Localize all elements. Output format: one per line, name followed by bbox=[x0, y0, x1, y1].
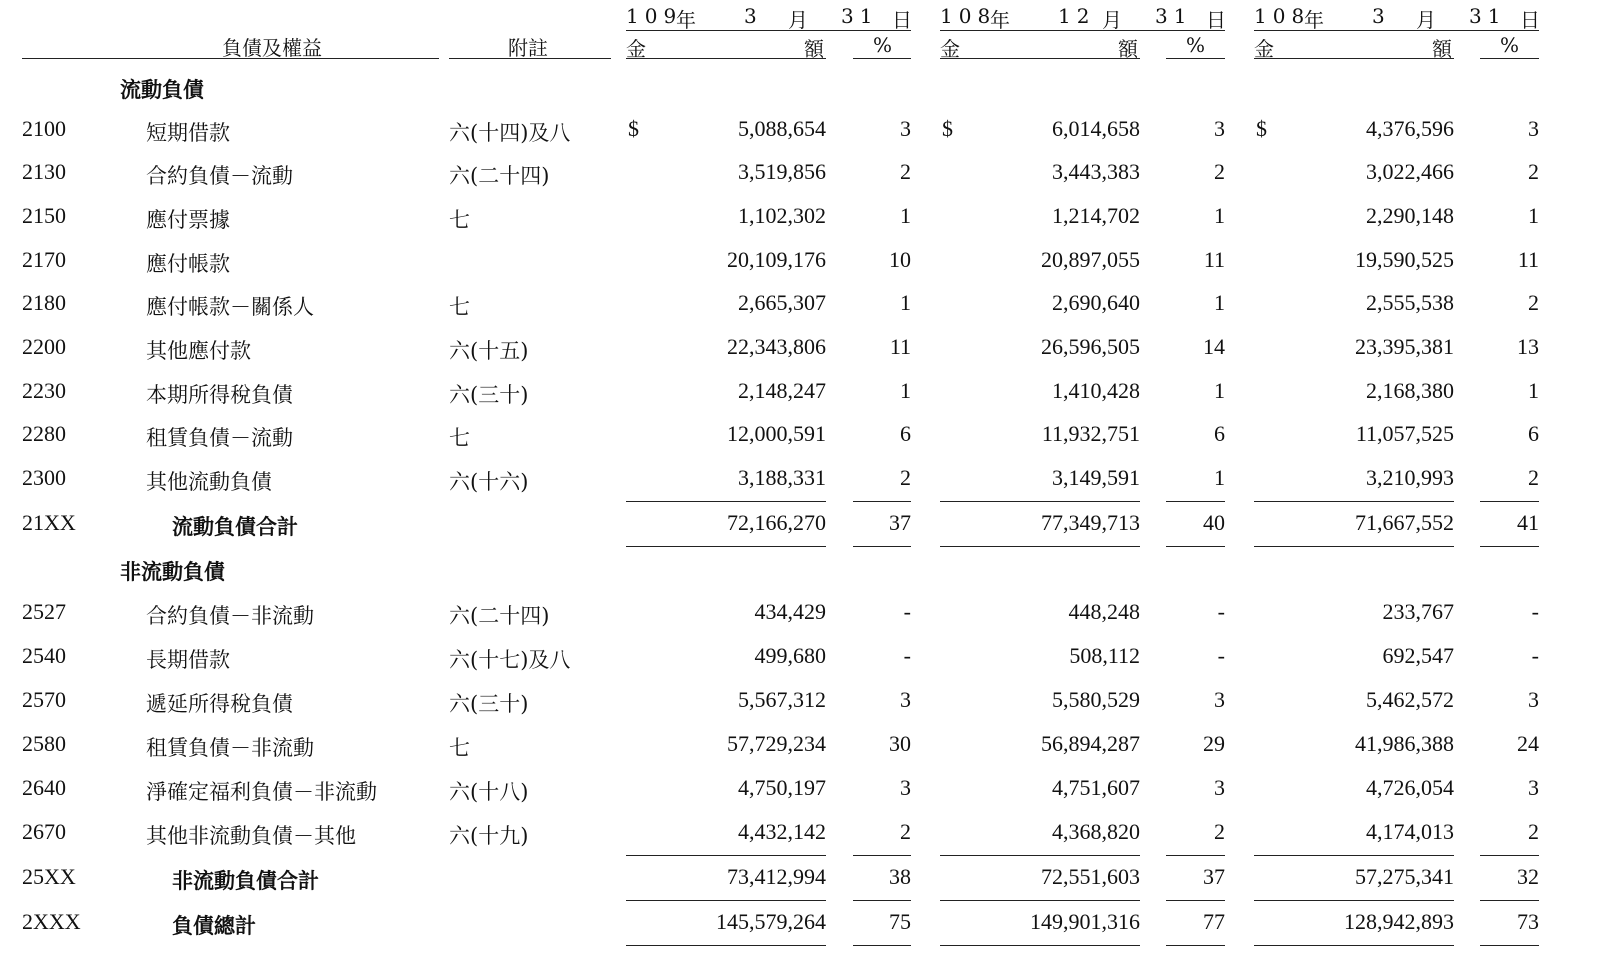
percent-value: 24 bbox=[1517, 731, 1539, 756]
amount-value: 2,148,247 bbox=[738, 378, 826, 403]
account-name: 其他應付款 bbox=[146, 339, 251, 363]
amount-value: 57,729,234 bbox=[727, 731, 826, 756]
subtotal-rule bbox=[853, 900, 911, 901]
subtotal-rule bbox=[1480, 855, 1539, 856]
percent-value: 30 bbox=[889, 731, 911, 756]
period-rule bbox=[940, 30, 1225, 31]
amount-value: 2,665,307 bbox=[738, 290, 826, 315]
amount-value: 3,443,383 bbox=[1052, 159, 1140, 184]
percent-value: 1 bbox=[1528, 378, 1539, 403]
percent-value: 1 bbox=[900, 378, 911, 403]
account-code: 2180 bbox=[22, 290, 66, 315]
subtotal-rule bbox=[940, 546, 1140, 547]
percent-value: 2 bbox=[900, 819, 911, 844]
percent-value: 38 bbox=[889, 864, 911, 889]
note-reference: 六(十七)及八 bbox=[449, 648, 571, 672]
percent-value: 2 bbox=[1528, 819, 1539, 844]
period-part: 月 bbox=[788, 8, 808, 32]
percent-value: 14 bbox=[1203, 334, 1225, 359]
amount-value: 11,932,751 bbox=[1041, 421, 1140, 446]
subtotal-rule bbox=[853, 501, 911, 502]
percent-value: 6 bbox=[900, 421, 911, 446]
amount-value: 72,166,270 bbox=[727, 510, 826, 535]
amount-value: 448,248 bbox=[1068, 599, 1140, 624]
subtotal-rule bbox=[1254, 501, 1454, 502]
subtotal-rule bbox=[626, 900, 826, 901]
amount-header-right: 額 bbox=[804, 37, 824, 61]
account-code: 2230 bbox=[22, 378, 66, 403]
account-code: 2200 bbox=[22, 334, 66, 359]
account-code: 2300 bbox=[22, 465, 66, 490]
account-name: 其他流動負債 bbox=[146, 470, 272, 494]
amount-value: 56,894,287 bbox=[1041, 731, 1140, 756]
percent-value: 3 bbox=[1528, 687, 1539, 712]
amount-value: 1,410,428 bbox=[1052, 378, 1140, 403]
account-name: 應付票據 bbox=[146, 208, 230, 232]
subtotal-rule bbox=[1254, 945, 1454, 946]
dollar-sign: $ bbox=[628, 116, 639, 141]
amount-header-left: 金 bbox=[626, 37, 646, 61]
subtotal-rule bbox=[940, 501, 1140, 502]
account-code: 2640 bbox=[22, 775, 66, 800]
amount-value: 434,429 bbox=[754, 599, 826, 624]
account-code: 2130 bbox=[22, 159, 66, 184]
amount-rule bbox=[1254, 58, 1454, 59]
subtotal-rule bbox=[853, 855, 911, 856]
percent-value: 1 bbox=[1214, 465, 1225, 490]
subtotal-rule bbox=[1166, 855, 1225, 856]
percent-value: 2 bbox=[1214, 819, 1225, 844]
period-part: 108 bbox=[940, 4, 997, 28]
subtotal-rule bbox=[940, 900, 1140, 901]
subtotal-rule bbox=[626, 546, 826, 547]
amount-value: 499,680 bbox=[754, 643, 826, 668]
percent-value: 2 bbox=[1528, 159, 1539, 184]
period-part: 12 bbox=[1058, 4, 1096, 28]
percent-value: - bbox=[1217, 599, 1225, 624]
amount-value: 41,986,388 bbox=[1355, 731, 1454, 756]
amount-value: 23,395,381 bbox=[1355, 334, 1454, 359]
account-code: 2170 bbox=[22, 247, 66, 272]
amount-value: 2,290,148 bbox=[1366, 203, 1454, 228]
percent-value: 1 bbox=[1214, 378, 1225, 403]
header-title: 負債及權益 bbox=[222, 36, 322, 60]
percent-value: - bbox=[1531, 643, 1539, 668]
percent-header: % bbox=[1186, 33, 1206, 57]
amount-value: 233,767 bbox=[1382, 599, 1454, 624]
note-reference: 六(三十) bbox=[449, 692, 529, 716]
account-name: 租賃負債－非流動 bbox=[146, 736, 314, 760]
amount-value: 11,057,525 bbox=[1355, 421, 1454, 446]
note-reference: 六(十四)及八 bbox=[449, 121, 571, 145]
amount-value: 2,690,640 bbox=[1052, 290, 1140, 315]
subtotal-rule bbox=[1166, 945, 1225, 946]
amount-header-right: 額 bbox=[1432, 37, 1452, 61]
note-reference: 六(十八) bbox=[449, 780, 529, 804]
period-rule bbox=[1254, 30, 1539, 31]
percent-value: 2 bbox=[900, 159, 911, 184]
percent-value: 75 bbox=[889, 909, 911, 934]
account-name: 應付帳款－關係人 bbox=[146, 295, 314, 319]
amount-value: 22,343,806 bbox=[727, 334, 826, 359]
account-name: 本期所得稅負債 bbox=[146, 383, 293, 407]
amount-value: 5,088,654 bbox=[738, 116, 826, 141]
subtotal-rule bbox=[1254, 855, 1454, 856]
percent-rule bbox=[1166, 58, 1225, 59]
account-code: 2570 bbox=[22, 687, 66, 712]
percent-value: 6 bbox=[1214, 421, 1225, 446]
amount-header-left: 金 bbox=[1254, 37, 1274, 61]
period-part: 日 bbox=[1520, 8, 1540, 32]
percent-header: % bbox=[1500, 33, 1520, 57]
percent-value: 3 bbox=[1214, 687, 1225, 712]
percent-value: 2 bbox=[1214, 159, 1225, 184]
period-header-0 bbox=[626, 4, 911, 30]
subtotal-rule bbox=[1254, 546, 1454, 547]
account-code: 2280 bbox=[22, 421, 66, 446]
account-code: 2XXX bbox=[22, 909, 81, 934]
period-part: 109 bbox=[626, 4, 683, 28]
period-part: 月 bbox=[1416, 8, 1436, 32]
amount-value: 5,462,572 bbox=[1366, 687, 1454, 712]
period-part: 日 bbox=[892, 8, 912, 32]
percent-value: 2 bbox=[1528, 290, 1539, 315]
account-code: 2540 bbox=[22, 643, 66, 668]
amount-value: 77,349,713 bbox=[1041, 510, 1140, 535]
subtotal-rule bbox=[1166, 501, 1225, 502]
amount-value: 508,112 bbox=[1069, 643, 1140, 668]
amount-value: 145,579,264 bbox=[716, 909, 826, 934]
subtotal-rule bbox=[1480, 546, 1539, 547]
percent-value: 3 bbox=[900, 116, 911, 141]
header-title-rule bbox=[22, 58, 439, 59]
percent-value: 2 bbox=[1528, 465, 1539, 490]
note-reference: 七 bbox=[449, 426, 470, 450]
amount-value: 6,014,658 bbox=[1052, 116, 1140, 141]
percent-value: - bbox=[903, 643, 911, 668]
percent-value: 77 bbox=[1203, 909, 1225, 934]
dollar-sign: $ bbox=[1256, 116, 1267, 141]
percent-value: 1 bbox=[1214, 290, 1225, 315]
subtotal-rule bbox=[853, 546, 911, 547]
percent-value: 3 bbox=[900, 687, 911, 712]
percent-value: 13 bbox=[1517, 334, 1539, 359]
percent-value: 3 bbox=[1528, 775, 1539, 800]
section-heading: 流動負債 bbox=[120, 77, 204, 102]
subtotal-rule bbox=[626, 855, 826, 856]
period-part: 108 bbox=[1254, 4, 1311, 28]
subtotal-rule bbox=[1254, 900, 1454, 901]
amount-value: 4,432,142 bbox=[738, 819, 826, 844]
period-part: 月 bbox=[1102, 8, 1122, 32]
section-heading: 非流動負債 bbox=[120, 559, 225, 584]
percent-value: 6 bbox=[1528, 421, 1539, 446]
amount-value: 3,149,591 bbox=[1052, 465, 1140, 490]
amount-value: 26,596,505 bbox=[1041, 334, 1140, 359]
subtotal-rule bbox=[940, 945, 1140, 946]
note-reference: 六(十五) bbox=[449, 339, 529, 363]
percent-value: 40 bbox=[1203, 510, 1225, 535]
period-rule bbox=[626, 30, 911, 31]
amount-value: 1,102,302 bbox=[738, 203, 826, 228]
amount-value: 3,210,993 bbox=[1366, 465, 1454, 490]
percent-value: - bbox=[1217, 643, 1225, 668]
percent-value: 1 bbox=[900, 203, 911, 228]
subtotal-rule bbox=[1480, 900, 1539, 901]
note-reference: 七 bbox=[449, 736, 470, 760]
amount-value: 19,590,525 bbox=[1355, 247, 1454, 272]
period-part: 3 bbox=[1372, 4, 1391, 28]
period-part: 31 bbox=[1155, 4, 1193, 28]
period-part: 日 bbox=[1206, 8, 1226, 32]
account-name: 遞延所得稅負債 bbox=[146, 692, 293, 716]
period-header-2 bbox=[1254, 4, 1539, 30]
amount-value: 3,022,466 bbox=[1366, 159, 1454, 184]
account-code: 21XX bbox=[22, 510, 76, 535]
amount-value: 128,942,893 bbox=[1344, 909, 1454, 934]
period-header-1 bbox=[940, 4, 1225, 30]
total-label: 負債總計 bbox=[172, 913, 256, 938]
dollar-sign: $ bbox=[942, 116, 953, 141]
amount-value: 4,751,607 bbox=[1052, 775, 1140, 800]
amount-value: 71,667,552 bbox=[1355, 510, 1454, 535]
amount-value: 4,368,820 bbox=[1052, 819, 1140, 844]
percent-value: 41 bbox=[1517, 510, 1539, 535]
subtotal-rule bbox=[626, 501, 826, 502]
note-reference: 六(十九) bbox=[449, 824, 529, 848]
percent-value: - bbox=[903, 599, 911, 624]
percent-value: 29 bbox=[1203, 731, 1225, 756]
amount-header-left: 金 bbox=[940, 37, 960, 61]
account-code: 2527 bbox=[22, 599, 66, 624]
amount-value: 5,580,529 bbox=[1052, 687, 1140, 712]
account-code: 2670 bbox=[22, 819, 66, 844]
account-name: 短期借款 bbox=[146, 121, 230, 145]
percent-rule bbox=[1480, 58, 1539, 59]
note-reference: 七 bbox=[449, 295, 470, 319]
amount-value: 72,551,603 bbox=[1041, 864, 1140, 889]
percent-value: 3 bbox=[900, 775, 911, 800]
header-note-rule bbox=[449, 58, 611, 59]
period-part: 3 bbox=[744, 4, 763, 28]
amount-value: 3,188,331 bbox=[738, 465, 826, 490]
percent-value: 1 bbox=[1528, 203, 1539, 228]
amount-value: 4,750,197 bbox=[738, 775, 826, 800]
amount-value: 12,000,591 bbox=[727, 421, 826, 446]
account-name: 合約負債－非流動 bbox=[146, 604, 314, 628]
percent-value: 32 bbox=[1517, 864, 1539, 889]
percent-value: 11 bbox=[889, 334, 911, 359]
subtotal-rule bbox=[1480, 945, 1539, 946]
period-part: 年 bbox=[1304, 8, 1324, 32]
account-code: 2580 bbox=[22, 731, 66, 756]
subtotal-rule bbox=[853, 945, 911, 946]
amount-value: 5,567,312 bbox=[738, 687, 826, 712]
percent-value: 3 bbox=[1528, 116, 1539, 141]
subtotal-rule bbox=[1480, 501, 1539, 502]
account-name: 其他非流動負債－其他 bbox=[146, 824, 356, 848]
amount-value: 57,275,341 bbox=[1355, 864, 1454, 889]
total-label: 非流動負債合計 bbox=[172, 868, 319, 893]
amount-value: 4,726,054 bbox=[1366, 775, 1454, 800]
amount-value: 73,412,994 bbox=[727, 864, 826, 889]
amount-value: 4,376,596 bbox=[1366, 116, 1454, 141]
account-name: 應付帳款 bbox=[146, 252, 230, 276]
period-part: 31 bbox=[841, 4, 879, 28]
period-part: 31 bbox=[1469, 4, 1507, 28]
account-name: 合約負債－流動 bbox=[146, 164, 293, 188]
amount-header-right: 額 bbox=[1118, 37, 1138, 61]
amount-value: 692,547 bbox=[1382, 643, 1454, 668]
amount-rule bbox=[626, 58, 826, 59]
account-code: 2150 bbox=[22, 203, 66, 228]
subtotal-rule bbox=[940, 855, 1140, 856]
percent-value: 73 bbox=[1517, 909, 1539, 934]
header-note: 附註 bbox=[508, 36, 548, 60]
account-name: 租賃負債－流動 bbox=[146, 426, 293, 450]
subtotal-rule bbox=[626, 945, 826, 946]
percent-value: 10 bbox=[889, 247, 911, 272]
note-reference: 六(二十四) bbox=[449, 164, 550, 188]
note-reference: 六(十六) bbox=[449, 470, 529, 494]
amount-value: 149,901,316 bbox=[1030, 909, 1140, 934]
account-name: 淨確定福利負債－非流動 bbox=[146, 780, 377, 804]
amount-rule bbox=[940, 58, 1140, 59]
note-reference: 六(二十四) bbox=[449, 604, 550, 628]
percent-value: 3 bbox=[1214, 775, 1225, 800]
period-part: 年 bbox=[990, 8, 1010, 32]
note-reference: 六(三十) bbox=[449, 383, 529, 407]
percent-value: 1 bbox=[1214, 203, 1225, 228]
subtotal-rule bbox=[1166, 546, 1225, 547]
note-reference: 七 bbox=[449, 208, 470, 232]
account-name: 長期借款 bbox=[146, 648, 230, 672]
subtotal-rule bbox=[1166, 900, 1225, 901]
amount-value: 2,168,380 bbox=[1366, 378, 1454, 403]
percent-header: % bbox=[873, 33, 893, 57]
percent-value: 11 bbox=[1203, 247, 1225, 272]
percent-value: - bbox=[1531, 599, 1539, 624]
percent-value: 37 bbox=[1203, 864, 1225, 889]
percent-value: 3 bbox=[1214, 116, 1225, 141]
percent-value: 11 bbox=[1517, 247, 1539, 272]
amount-value: 4,174,013 bbox=[1366, 819, 1454, 844]
amount-value: 1,214,702 bbox=[1052, 203, 1140, 228]
account-code: 25XX bbox=[22, 864, 76, 889]
amount-value: 20,109,176 bbox=[727, 247, 826, 272]
percent-value: 37 bbox=[889, 510, 911, 535]
amount-value: 20,897,055 bbox=[1041, 247, 1140, 272]
account-code: 2100 bbox=[22, 116, 66, 141]
percent-rule bbox=[853, 58, 911, 59]
period-part: 年 bbox=[676, 8, 696, 32]
percent-value: 2 bbox=[900, 465, 911, 490]
total-label: 流動負債合計 bbox=[172, 514, 298, 539]
percent-value: 1 bbox=[900, 290, 911, 315]
amount-value: 3,519,856 bbox=[738, 159, 826, 184]
amount-value: 2,555,538 bbox=[1366, 290, 1454, 315]
